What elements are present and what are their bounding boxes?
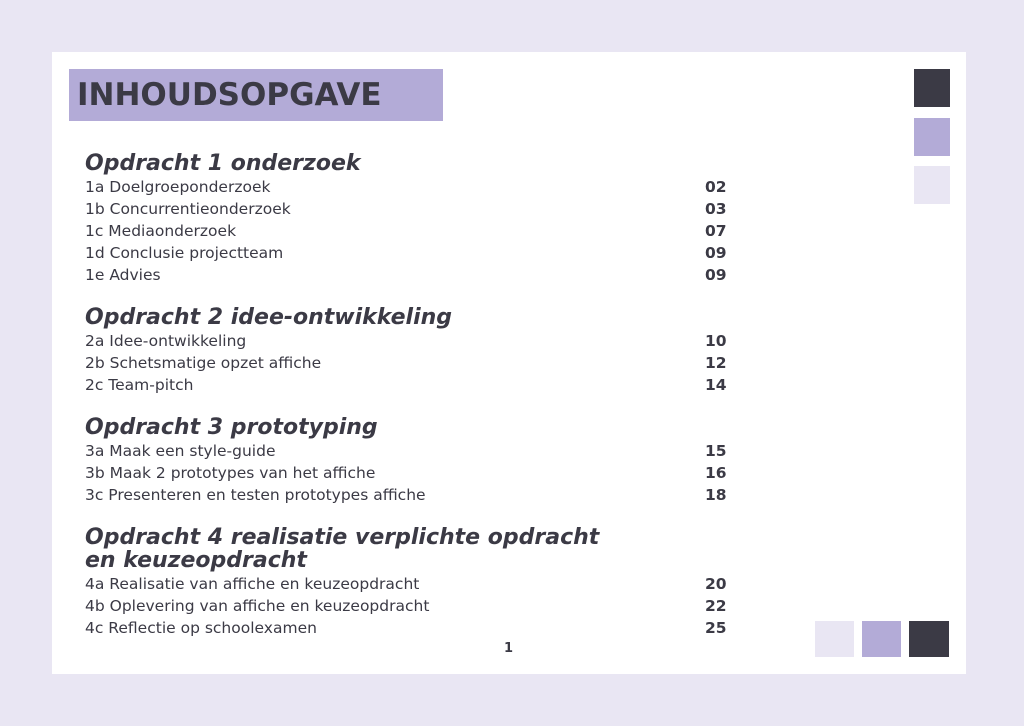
entry-page-number: 25	[705, 619, 727, 637]
entry-label: 1d Conclusie projectteam	[85, 244, 284, 262]
entry-label: 1a Doelgroeponderzoek	[85, 178, 271, 196]
entry-label: 1c Mediaonderzoek	[85, 222, 237, 240]
section-title-line-1: Opdracht 4 realisatie verplichte opdracht	[85, 525, 600, 550]
section-title-line-2: en keuzeopdracht	[85, 548, 307, 573]
toc-entry[interactable]	[85, 484, 735, 506]
toc-entry[interactable]	[85, 330, 735, 352]
entry-page-number: 14	[705, 376, 727, 394]
title-banner	[69, 69, 443, 121]
toc-entry[interactable]	[85, 595, 735, 617]
entry-label: 4a Realisatie van affiche en keuzeopdracht	[85, 575, 420, 593]
toc-entry[interactable]	[85, 440, 735, 462]
entry-page-number: 09	[705, 266, 727, 284]
toc-entry[interactable]	[85, 176, 735, 198]
color-swatch-lilac	[862, 621, 901, 657]
entry-label: 2b Schetsmatige opzet affiche	[85, 354, 322, 372]
entry-page-number: 07	[705, 222, 727, 240]
toc-section-2	[85, 306, 735, 396]
entry-page-number: 15	[705, 442, 727, 460]
entry-page-number: 22	[705, 597, 727, 615]
toc-section-4	[85, 526, 735, 639]
entry-label: 2a Idee-ontwikkeling	[85, 332, 247, 350]
entry-label: 3a Maak een style-guide	[85, 442, 276, 460]
entry-label: 1e Advies	[85, 266, 161, 284]
toc-entry[interactable]	[85, 573, 735, 595]
section-title: Opdracht 1 onderzoek	[85, 151, 361, 176]
entry-page-number: 20	[705, 575, 727, 593]
document-page	[52, 52, 966, 674]
entry-label: 4b Oplevering van affiche en keuzeopdracht	[85, 597, 430, 615]
color-swatch-pale	[815, 621, 854, 657]
entry-page-number: 10	[705, 332, 727, 350]
table-of-contents	[85, 152, 735, 639]
entry-label: 4c Reflectie op schoolexamen	[85, 619, 317, 637]
toc-entry[interactable]	[85, 462, 735, 484]
toc-entry[interactable]	[85, 198, 735, 220]
entry-page-number: 02	[705, 178, 727, 196]
color-swatch-dark	[914, 69, 950, 107]
color-swatch-dark	[909, 621, 949, 657]
section-title: Opdracht 2 idee-ontwikkeling	[85, 305, 453, 330]
toc-section-1	[85, 152, 735, 286]
entry-page-number: 16	[705, 464, 727, 482]
section-title: Opdracht 3 prototyping	[85, 415, 378, 440]
toc-entry[interactable]	[85, 617, 735, 639]
toc-entry[interactable]	[85, 374, 735, 396]
entry-label: 3b Maak 2 prototypes van het affiche	[85, 464, 376, 482]
toc-entry[interactable]	[85, 264, 735, 286]
color-swatch-lilac	[914, 118, 950, 156]
toc-entry[interactable]	[85, 352, 735, 374]
entry-label: 2c Team-pitch	[85, 376, 194, 394]
toc-entry[interactable]	[85, 242, 735, 264]
page-number: 1	[504, 641, 514, 656]
section-title	[85, 526, 735, 572]
entry-page-number: 09	[705, 244, 727, 262]
color-swatch-pale	[914, 166, 950, 204]
entry-label: 1b Concurrentieonderzoek	[85, 200, 291, 218]
toc-entry[interactable]	[85, 220, 735, 242]
toc-section-3	[85, 416, 735, 506]
entry-page-number: 12	[705, 354, 727, 372]
entry-page-number: 03	[705, 200, 727, 218]
entry-page-number: 18	[705, 486, 727, 504]
page-title: INHOUDSOPGAVE	[77, 77, 382, 113]
entry-label: 3c Presenteren en testen prototypes affiche	[85, 486, 426, 504]
